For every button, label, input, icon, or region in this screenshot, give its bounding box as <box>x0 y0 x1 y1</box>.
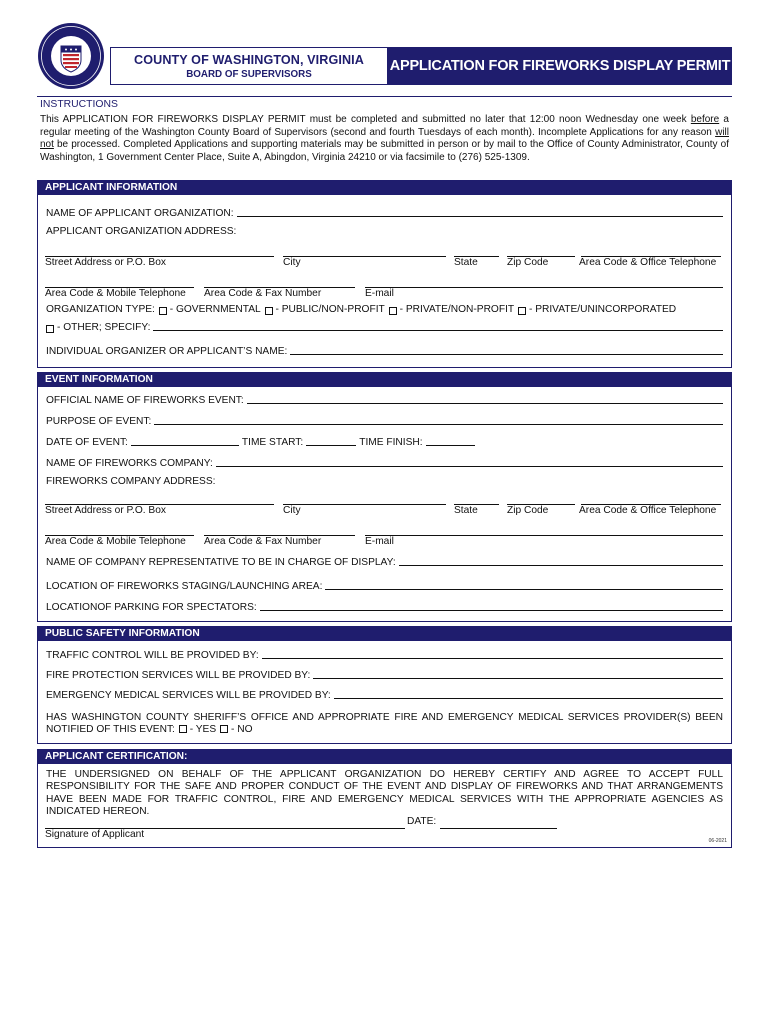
company-office-tel-label: Area Code & Office Telephone <box>579 505 717 516</box>
notified-yes-label: - YES <box>189 724 217 736</box>
fire-protection-label: FIRE PROTECTION SERVICES WILL BE PROVIDED BY: <box>46 670 311 681</box>
event-purpose-label: PURPOSE OF EVENT: <box>46 416 152 427</box>
board-name: BOARD OF SUPERVISORS <box>186 69 312 80</box>
company-zip-label: Zip Code <box>507 505 549 516</box>
other-type-specify-field[interactable] <box>153 322 723 331</box>
certification-text: THE UNDERSIGNED ON BEHALF OF THE APPLICANT ORGANIZATION DO HEREBY CERTIFY AND AGREE TO ACCEPT FULL RESPONSIBILITY FOR THE SAFE AND PROPER CONDUCT OF THE EVENT AND DISPLAY OF FIREWORKS AND THAT ARRANGEMENTS HAVE BEEN MADE FOR TRAFFIC CONTROL, FIRE AND EMERGENCY MEDICAL SERVICES WITH THE APPROPRIATE AGENCIES AS INDICATED HEREON. <box>46 769 723 818</box>
instructions-text-part: This APPLICATION FOR FIREWORKS DISPLAY PERMIT must be completed and submitted no later that 12:00 noon Wednesday one week <box>40 114 691 125</box>
organization-type-label: ORGANIZATION TYPE: <box>46 304 155 315</box>
official-event-name-label: OFFICIAL NAME OF FIREWORKS EVENT: <box>46 395 244 406</box>
organizer-name-row <box>46 346 723 357</box>
ems-row <box>46 690 723 701</box>
other-type-checkbox[interactable] <box>46 325 54 333</box>
staging-area-field[interactable] <box>325 581 723 590</box>
company-email-field[interactable] <box>365 535 723 536</box>
company-address-row <box>46 476 723 487</box>
applicant-fax-label: Area Code & Fax Number <box>204 288 322 299</box>
applicant-certification-section <box>37 749 732 848</box>
event-date-time-row <box>46 437 723 448</box>
company-address-label: FIREWORKS COMPANY ADDRESS: <box>46 476 216 487</box>
instructions-emphasis-will-not: will not <box>40 126 729 151</box>
official-event-name-row <box>46 395 723 406</box>
private-unincorporated-label: - PRIVATE/UNINCORPORATED <box>528 304 677 315</box>
notified-yes-checkbox[interactable] <box>179 725 187 733</box>
fireworks-company-field[interactable] <box>216 458 723 467</box>
event-purpose-row <box>46 416 723 427</box>
event-information-section <box>37 372 732 622</box>
instructions-emphasis-before: before <box>690 114 720 125</box>
event-date-field[interactable] <box>131 437 239 446</box>
applicant-information-section <box>37 180 732 368</box>
public-nonprofit-label: - PUBLIC/NON-PROFIT <box>275 304 385 315</box>
private-unincorporated-checkbox[interactable] <box>518 307 526 315</box>
organizer-name-label: INDIVIDUAL ORGANIZER OR APPLICANT’S NAME: <box>46 346 288 357</box>
notification-question <box>46 712 723 737</box>
applicant-state-label: State <box>454 257 478 268</box>
applicant-org-address-row <box>46 226 723 237</box>
event-purpose-field[interactable] <box>154 416 723 425</box>
ems-field[interactable] <box>334 690 723 699</box>
traffic-control-row <box>46 650 723 661</box>
organization-type-other-row <box>46 322 723 333</box>
traffic-control-label: TRAFFIC CONTROL WILL BE PROVIDED BY: <box>46 650 259 661</box>
company-city-field[interactable] <box>283 504 446 505</box>
governmental-label: - GOVERNMENTAL <box>169 304 261 315</box>
private-nonprofit-checkbox[interactable] <box>389 307 397 315</box>
organizer-name-field[interactable] <box>290 346 723 355</box>
applicant-org-name-row <box>46 208 723 219</box>
instructions-heading: INSTRUCTIONS <box>37 96 732 111</box>
fireworks-company-label: NAME OF FIREWORKS COMPANY: <box>46 458 213 469</box>
notification-question-text: HAS WASHINGTON COUNTY SHERIFF’S OFFICE AND APPROPRIATE FIRE AND EMERGENCY MEDICAL SERVICES PROVIDER(S) BEEN NOTIFIED OF THIS EVENT: <box>46 712 723 736</box>
company-email-label: E-mail <box>365 536 394 547</box>
spectator-parking-row <box>46 602 723 613</box>
event-information-heading: EVENT INFORMATION <box>38 373 731 387</box>
applicant-certification-heading: APPLICANT CERTIFICATION: <box>38 750 731 764</box>
applicant-mobile-label: Area Code & Mobile Telephone <box>45 288 186 299</box>
instructions-section <box>37 96 732 164</box>
event-date-label: DATE OF EVENT: <box>46 437 128 448</box>
fire-protection-row <box>46 670 723 681</box>
time-start-field[interactable] <box>306 437 356 446</box>
company-city-label: City <box>283 505 301 516</box>
certification-date-label: DATE: <box>407 816 437 827</box>
form-revision-code: 06-2021 <box>708 838 727 844</box>
notified-no-checkbox[interactable] <box>220 725 228 733</box>
instructions-text <box>37 111 732 164</box>
public-safety-heading: PUBLIC SAFETY INFORMATION <box>38 627 731 641</box>
company-mobile-label: Area Code & Mobile Telephone <box>45 536 186 547</box>
fire-protection-field[interactable] <box>313 670 723 679</box>
county-seal-logo <box>37 22 105 90</box>
applicant-org-address-label: APPLICANT ORGANIZATION ADDRESS: <box>46 226 237 237</box>
applicant-email-field[interactable] <box>365 287 723 288</box>
applicant-city-field[interactable] <box>283 256 446 257</box>
company-representative-field[interactable] <box>399 557 723 566</box>
form-title: APPLICATION FOR FIREWORKS DISPLAY PERMIT <box>388 47 732 85</box>
ems-label: EMERGENCY MEDICAL SERVICES WILL BE PROVIDED BY: <box>46 690 331 701</box>
traffic-control-field[interactable] <box>262 650 723 659</box>
company-state-label: State <box>454 505 478 516</box>
certification-date-field[interactable] <box>440 828 557 829</box>
staging-area-row <box>46 581 723 592</box>
organization-type-row <box>46 304 723 315</box>
fireworks-company-row <box>46 458 723 469</box>
applicant-street-label: Street Address or P.O. Box <box>45 257 166 268</box>
spectator-parking-label: LOCATIONOF PARKING FOR SPECTATORS: <box>46 602 257 613</box>
staging-area-label: LOCATION OF FIREWORKS STAGING/LAUNCHING AREA: <box>46 581 323 592</box>
notified-no-label: - NO <box>231 724 253 736</box>
instructions-text-part: a regular meeting of the Washington County Board of Supervisors (second and fourth Tuesdays of each month). Incomplete Applications for any reason <box>40 114 729 138</box>
applicant-org-name-field[interactable] <box>237 208 723 217</box>
applicant-information-heading: APPLICANT INFORMATION <box>38 181 731 195</box>
applicant-office-tel-label: Area Code & Office Telephone <box>579 257 717 268</box>
county-header <box>110 47 388 85</box>
applicant-email-label: E-mail <box>365 288 394 299</box>
other-type-label: - OTHER; SPECIFY: <box>57 322 151 333</box>
company-fax-label: Area Code & Fax Number <box>204 536 322 547</box>
public-safety-section <box>37 626 732 744</box>
time-finish-label: TIME FINISH: <box>359 437 423 448</box>
time-start-label: TIME START: <box>241 437 304 448</box>
applicant-zip-label: Zip Code <box>507 257 549 268</box>
instructions-text-part: be processed. Completed Applications and supporting materials may be submitted in person or by mail to the Office of County Administrator, County of Washington, 1 Government Center Place, Suite A, Abingdon, Virginia 24210 or via facsimile to (276) 525-1309. <box>40 139 729 163</box>
county-name: COUNTY OF WASHINGTON, VIRGINIA <box>134 53 364 67</box>
governmental-checkbox[interactable] <box>159 307 167 315</box>
spectator-parking-field[interactable] <box>260 602 723 611</box>
signature-label: Signature of Applicant <box>45 829 145 840</box>
company-street-label: Street Address or P.O. Box <box>45 505 166 516</box>
applicant-city-label: City <box>283 257 301 268</box>
company-representative-row <box>46 557 723 568</box>
company-representative-label: NAME OF COMPANY REPRESENTATIVE TO BE IN CHARGE OF DISPLAY: <box>46 557 396 568</box>
private-nonprofit-label: - PRIVATE/NON-PROFIT <box>399 304 515 315</box>
public-nonprofit-checkbox[interactable] <box>265 307 273 315</box>
time-finish-field[interactable] <box>426 437 475 446</box>
applicant-org-name-label: NAME OF APPLICANT ORGANIZATION: <box>46 208 234 219</box>
official-event-name-field[interactable] <box>247 395 723 404</box>
